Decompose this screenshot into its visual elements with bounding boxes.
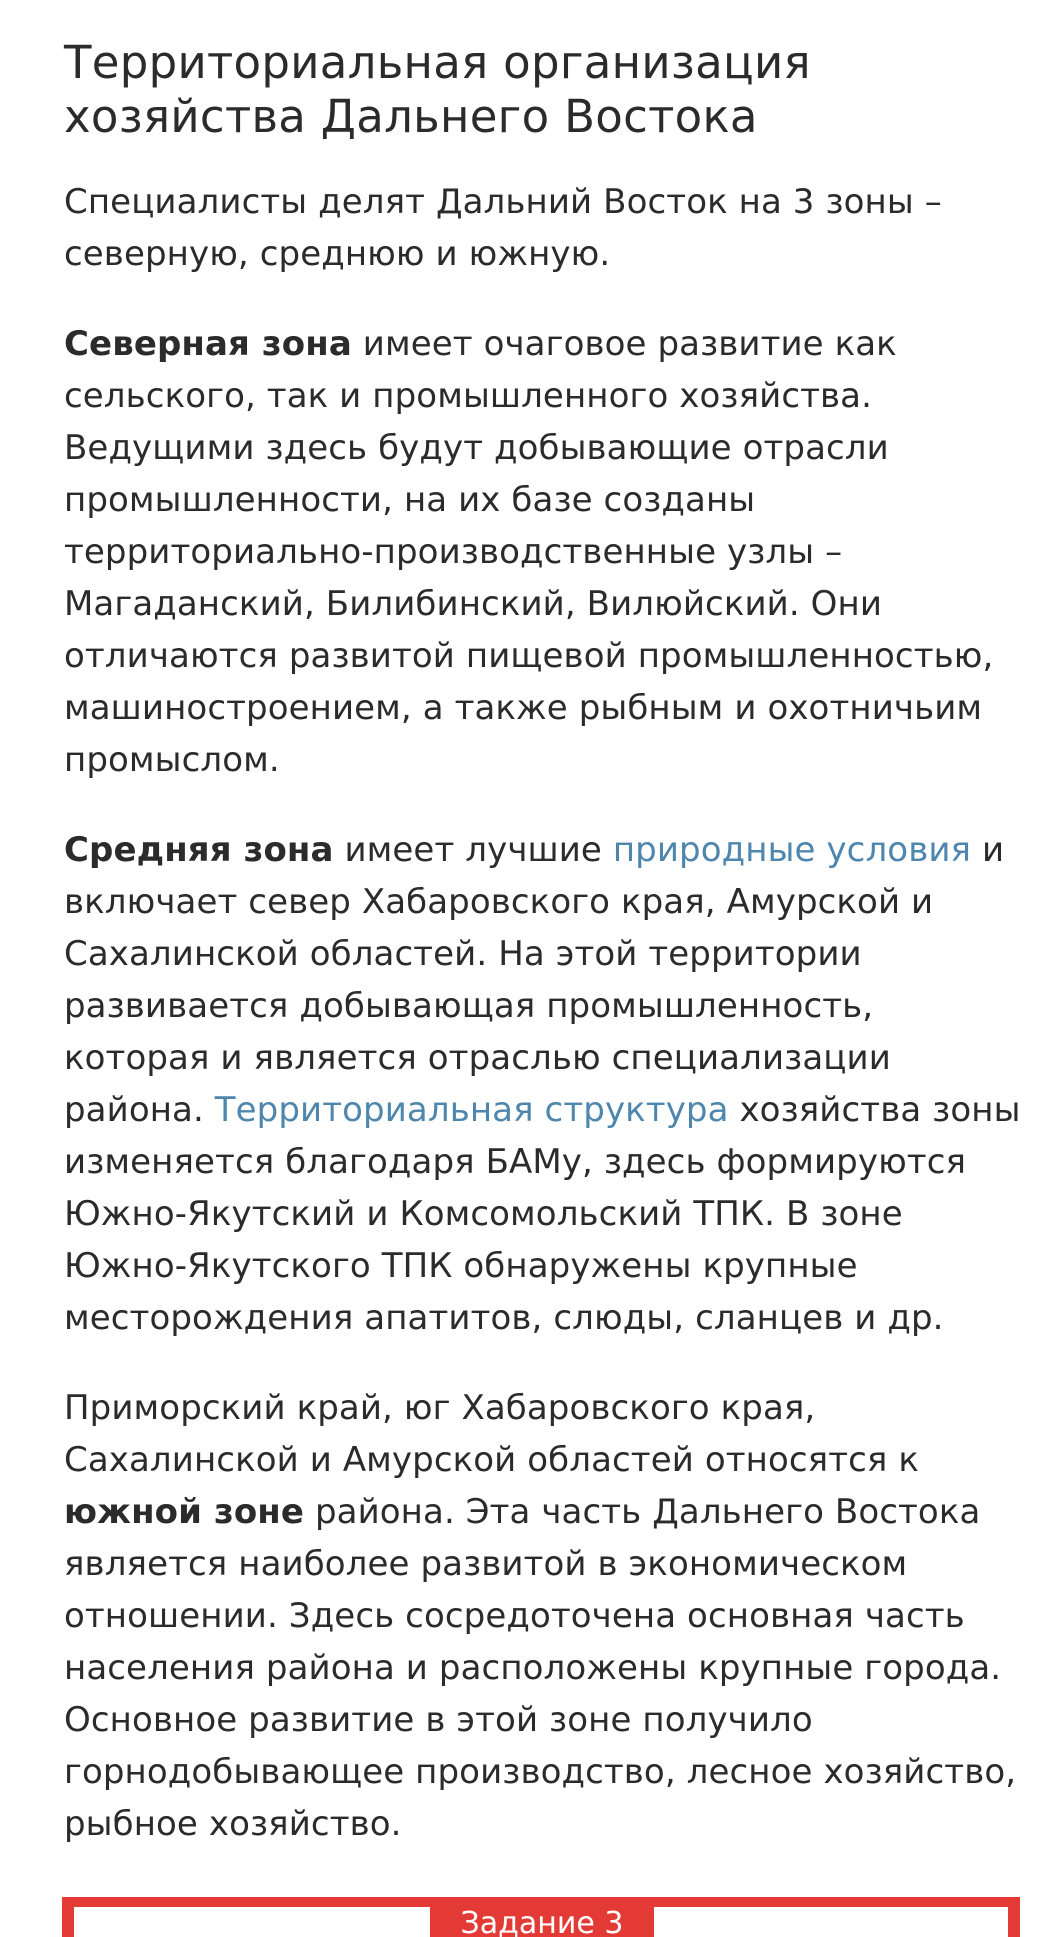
middle-zone-text-2: и включает север Хабаровского края, Амурской и Сахалинской областей. На этой территории развивается добывающая промышленность, которая и является отраслью специализации района. [64, 830, 1005, 1130]
middle-zone-text-1: имеет лучшие [333, 830, 613, 870]
south-zone-text-1: Приморский край, юг Хабаровского края, Сахалинской и Амурской областей относятся к [64, 1388, 920, 1480]
intro-text: Специалисты делят Дальний Восток на 3 зоны – северную, среднюю и южную. [64, 182, 942, 274]
territorial-structure-link[interactable]: Территориальная структура [214, 1090, 729, 1130]
banner-label: Задание 3 [460, 1909, 624, 1937]
middle-zone-heading: Средняя зона [64, 830, 334, 870]
natural-conditions-link[interactable]: природные условия [612, 830, 972, 870]
north-zone-paragraph [64, 318, 1024, 786]
article [64, 0, 1024, 1850]
article-title: Территориальная организация хозяйства Дальнего Востока [64, 36, 811, 143]
banner-right-panel [654, 1907, 1008, 1937]
south-zone-paragraph [64, 1382, 1024, 1850]
south-zone-text-2: района. Эта часть Дальнего Востока является наиболее развитой в экономическом отношении. Здесь сосредоточена основная часть населения района и расположены крупные города. Основное развитие в этой зоне получило горнодобывающее производство, лесное хозяйство, рыбное хозяйство. [64, 1492, 1017, 1844]
south-zone-heading: южной зоне [64, 1492, 305, 1532]
middle-zone-text-3: хозяйства зоны изменяется благодаря БАМу, здесь формируются Южно-Якутский и Комсомольский ТПК. В зоне Южно-Якутского ТПК обнаружены крупные месторождения апатитов, слюды, сланцев и др. [64, 1090, 1021, 1338]
task-banner[interactable] [62, 1897, 1020, 1937]
banner-left-panel [74, 1907, 430, 1937]
north-zone-heading: Северная зона [64, 324, 352, 364]
north-zone-text: имеет очаговое развитие как сельского, так и промышленного хозяйства. Ведущими здесь будут добывающие отрасли промышленности, на их базе созданы территориально-производственные узлы – Магаданский, Билибинский, Вилюйский. Они отличаются развитой пищевой промышленностью, машиностроением, а также рыбным и охотничьим промыслом. [64, 324, 994, 780]
middle-zone-paragraph [64, 824, 1024, 1344]
intro-paragraph [64, 176, 1024, 280]
